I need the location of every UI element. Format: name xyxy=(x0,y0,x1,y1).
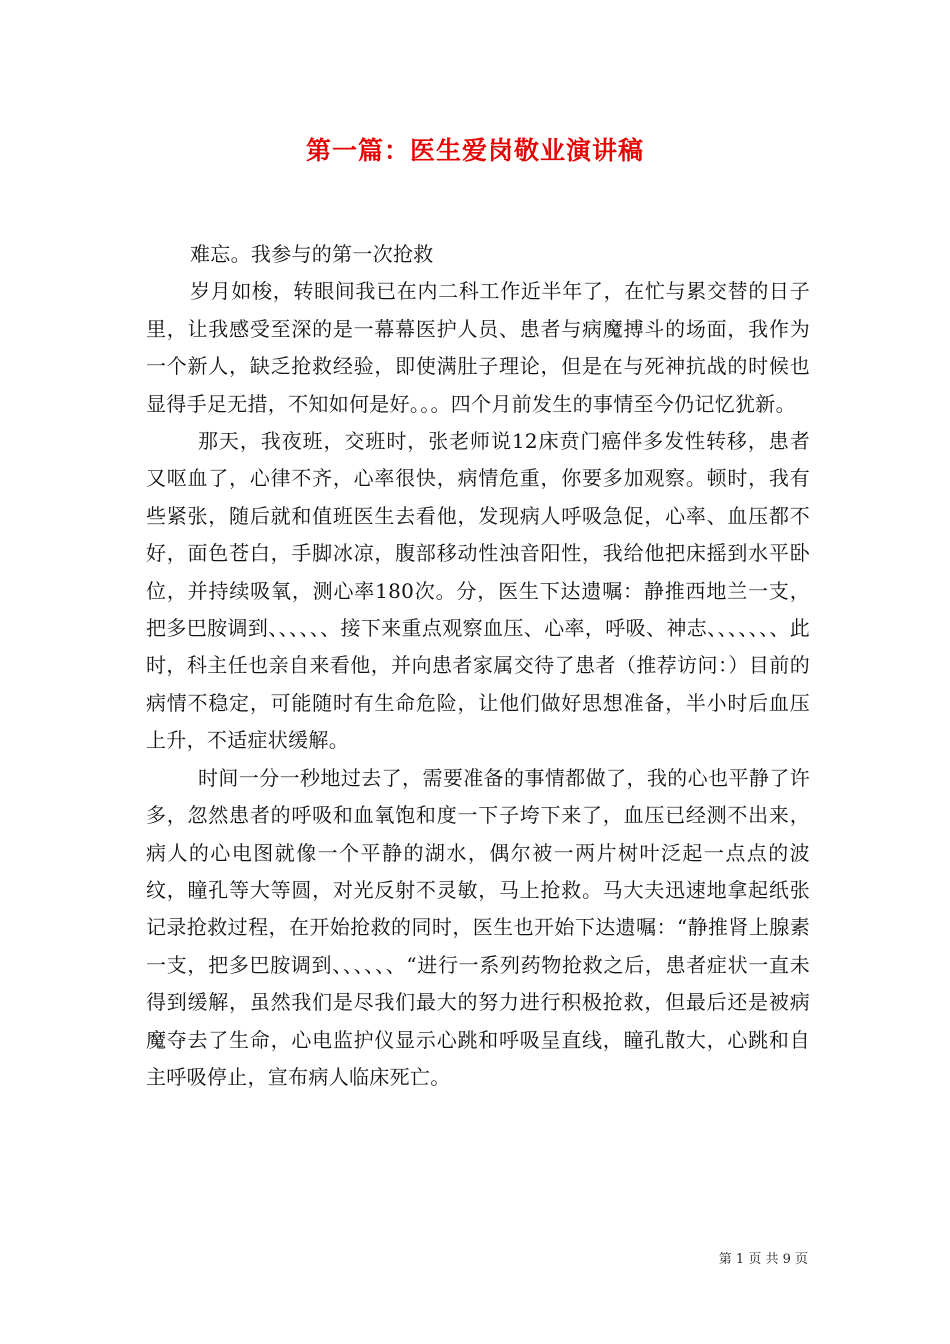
paragraph-heading: 难忘。我参与的第一次抢救 xyxy=(190,242,434,266)
paragraph-1: 岁月如梭，转眼间我已在内二科工作近半年了，在忙与累交替的日子里，让我感受至深的是一幕幕医护人员、患者与病魔搏斗的场面，我作为一个新人，缺乏抢救经验，即使满肚子理论，但是在与死神抗战的时候也显得手足无措，不知如何是好。。。四个月前发生的事情至今仍记忆犹新。 xyxy=(146,279,810,416)
page-number-footer: 第 1 页 共 9 页 xyxy=(718,1252,808,1267)
document-title: 第一篇：医生爱岗敬业演讲稿 xyxy=(305,136,644,165)
document-body xyxy=(146,236,810,1096)
paragraph-2: 那天，我夜班，交班时，张老师说12床贲门癌伴多发性转移，患者又呕血了，心律不齐，心率很快，病情危重，你要多加观察。顿时，我有些紧张，随后就和值班医生去看他，发现病人呼吸急促，心率、血压都不好，面色苍白，手脚冰凉，腹部移动性浊音阳性，我给他把床摇到水平卧位，并持续吸氧，测心率180次。分，医生下达遗嘱：静推西地兰一支，把多巴胺调到、、、、、、接下来重点观察血压、心率，呼吸、神志、、、、、、、此时，科主任也亲自来看他，并向患者家属交待了患者（推荐访问：）目前的病情不稳定，可能随时有生命危险，让他们做好思想准备，半小时后血压上升，不适症状缓解。 xyxy=(146,429,810,753)
paragraph-3: 时间一分一秒地过去了，需要准备的事情都做了，我的心也平静了许多，忽然患者的呼吸和血氧饱和度一下子垮下来了，血压已经测不出来，病人的心电图就像一个平静的湖水，偶尔被一两片树叶泛起一点点的波纹，瞳孔等大等圆，对光反射不灵敏，马上抢救。马大夫迅速地拿起纸张记录抢救过程，在开始抢救的同时，医生也开始下达遗嘱：“静推肾上腺素一支，把多巴胺调到、、、、、、“进行一系列药物抢救之后，患者症状一直未得到缓解，虽然我们是尽我们最大的努力进行积极抢救，但最后还是被病魔夺去了生命，心电监护仪显示心跳和呼吸呈直线，瞳孔散大，心跳和自主呼吸停止，宣布病人临床死亡。 xyxy=(146,765,810,1089)
